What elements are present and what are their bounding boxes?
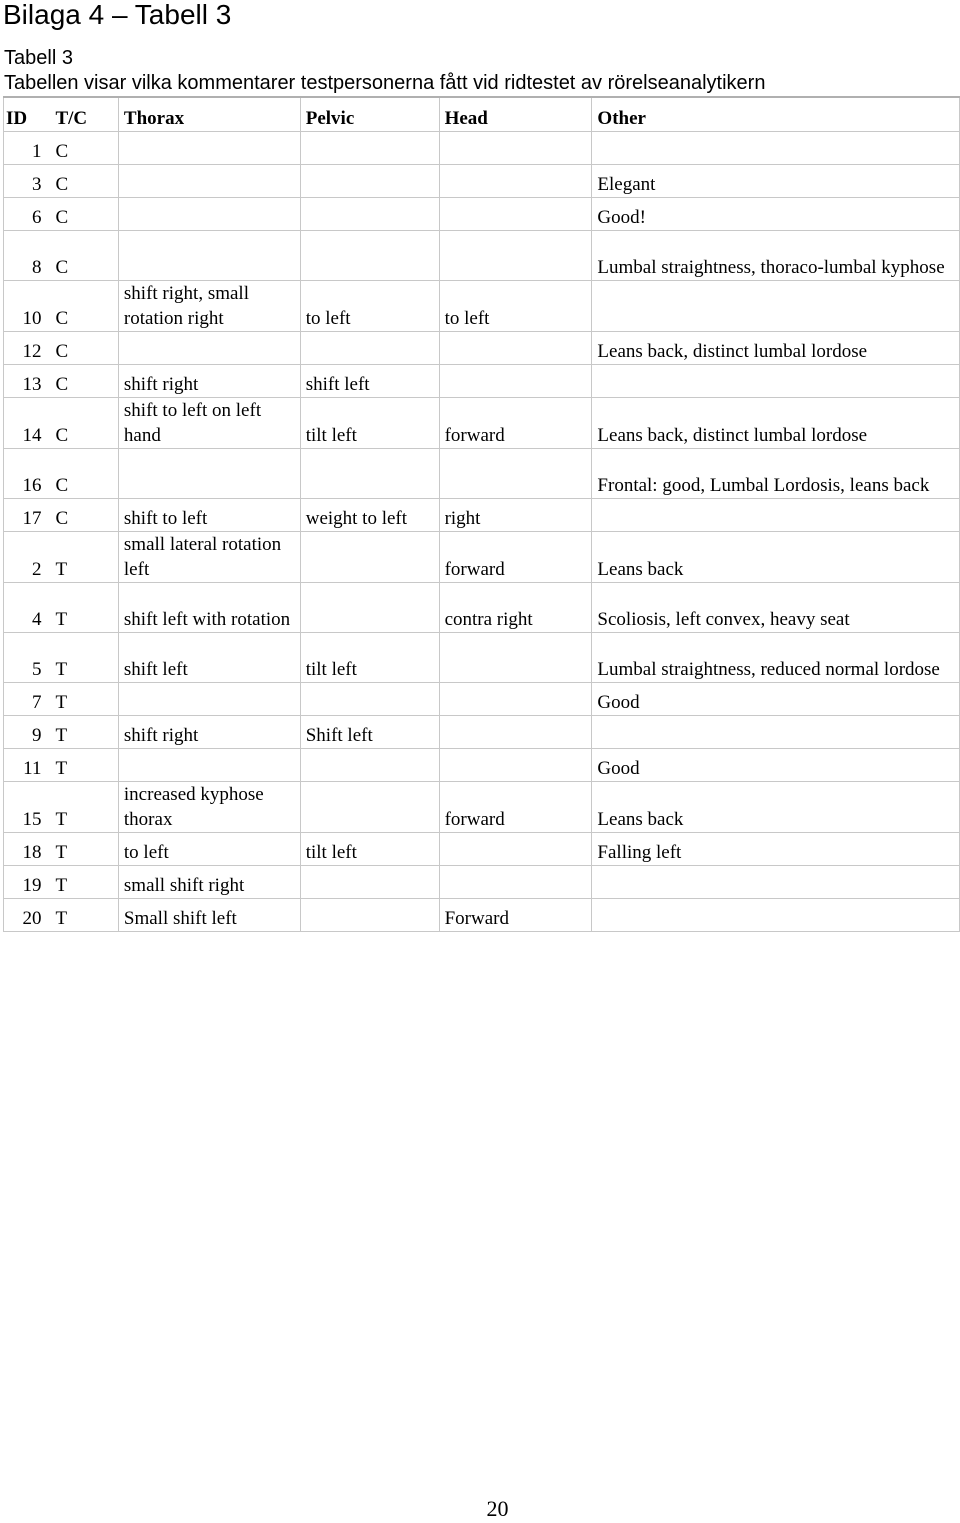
cell-other xyxy=(592,132,960,165)
cell-id: 10 xyxy=(4,281,46,332)
table-row xyxy=(4,716,960,749)
cell-thorax xyxy=(118,198,300,231)
cell-thorax: small lateral rotation left xyxy=(118,532,300,583)
cell-id: 6 xyxy=(4,198,46,231)
cell-other xyxy=(592,281,960,332)
cell-pelvic xyxy=(300,749,439,782)
table-row xyxy=(4,866,960,899)
cell-tc: C xyxy=(45,449,118,499)
header-pelvic: Pelvic xyxy=(300,97,439,132)
cell-pelvic xyxy=(300,782,439,833)
cell-other xyxy=(592,716,960,749)
cell-pelvic xyxy=(300,332,439,365)
cell-head xyxy=(439,165,592,198)
table-row xyxy=(4,532,960,583)
cell-pelvic xyxy=(300,583,439,633)
cell-other: Scoliosis, left convex, heavy seat xyxy=(592,583,960,633)
cell-id: 5 xyxy=(4,633,46,683)
cell-other: Frontal: good, Lumbal Lordosis, leans back xyxy=(592,449,960,499)
cell-head: Forward xyxy=(439,899,592,932)
cell-head: to left xyxy=(439,281,592,332)
cell-pelvic: to left xyxy=(300,281,439,332)
cell-id: 8 xyxy=(4,231,46,281)
cell-tc: T xyxy=(45,683,118,716)
cell-thorax: Small shift left xyxy=(118,899,300,932)
cell-tc: T xyxy=(45,583,118,633)
cell-other: Good xyxy=(592,749,960,782)
table-row xyxy=(4,583,960,633)
cell-head: contra right xyxy=(439,583,592,633)
cell-thorax xyxy=(118,231,300,281)
cell-thorax: shift to left xyxy=(118,499,300,532)
cell-other: Good xyxy=(592,683,960,716)
cell-id: 11 xyxy=(4,749,46,782)
table-label: Tabell 3 xyxy=(4,47,73,69)
cell-tc: T xyxy=(45,716,118,749)
cell-other: Falling left xyxy=(592,833,960,866)
table-caption: Tabellen visar vilka kommentarer testpersonerna fått vid ridtestet av rörelseanalytikern xyxy=(4,72,766,94)
page-number: 20 xyxy=(486,1496,509,1521)
cell-tc: C xyxy=(45,398,118,449)
comments-table xyxy=(3,96,960,932)
cell-thorax: to left xyxy=(118,833,300,866)
cell-other: Lumbal straightness, thoraco-lumbal kyphose xyxy=(592,231,960,281)
cell-thorax: increased kyphose thorax xyxy=(118,782,300,833)
cell-id: 2 xyxy=(4,532,46,583)
cell-head: forward xyxy=(439,782,592,833)
cell-pelvic: tilt left xyxy=(300,833,439,866)
table-row xyxy=(4,633,960,683)
cell-thorax xyxy=(118,449,300,499)
cell-head xyxy=(439,198,592,231)
table-row xyxy=(4,449,960,499)
cell-head xyxy=(439,365,592,398)
cell-other: Good! xyxy=(592,198,960,231)
cell-id: 4 xyxy=(4,583,46,633)
table-row xyxy=(4,332,960,365)
cell-tc: T xyxy=(45,866,118,899)
cell-other: Lumbal straightness, reduced normal lordose xyxy=(592,633,960,683)
cell-other: Elegant xyxy=(592,165,960,198)
cell-pelvic: shift left xyxy=(300,365,439,398)
cell-pelvic: tilt left xyxy=(300,633,439,683)
cell-head xyxy=(439,749,592,782)
cell-tc: C xyxy=(45,499,118,532)
table-row xyxy=(4,499,960,532)
cell-thorax: shift right xyxy=(118,716,300,749)
cell-id: 3 xyxy=(4,165,46,198)
header-id: ID xyxy=(4,97,46,132)
cell-pelvic: tilt left xyxy=(300,398,439,449)
cell-id: 7 xyxy=(4,683,46,716)
cell-id: 15 xyxy=(4,782,46,833)
table-row xyxy=(4,683,960,716)
cell-other: Leans back xyxy=(592,532,960,583)
table-row xyxy=(4,899,960,932)
cell-pelvic: Shift left xyxy=(300,716,439,749)
cell-tc: T xyxy=(45,833,118,866)
cell-tc: T xyxy=(45,532,118,583)
cell-pelvic xyxy=(300,165,439,198)
cell-head xyxy=(439,683,592,716)
cell-head xyxy=(439,866,592,899)
cell-thorax: shift to left on left hand xyxy=(118,398,300,449)
cell-id: 1 xyxy=(4,132,46,165)
cell-tc: C xyxy=(45,198,118,231)
cell-other xyxy=(592,866,960,899)
cell-head xyxy=(439,716,592,749)
header-other: Other xyxy=(592,97,960,132)
cell-head: forward xyxy=(439,532,592,583)
cell-head: right xyxy=(439,499,592,532)
cell-tc: T xyxy=(45,782,118,833)
cell-pelvic xyxy=(300,449,439,499)
cell-id: 16 xyxy=(4,449,46,499)
cell-other xyxy=(592,499,960,532)
cell-head xyxy=(439,132,592,165)
cell-thorax xyxy=(118,683,300,716)
cell-head xyxy=(439,449,592,499)
cell-id: 14 xyxy=(4,398,46,449)
cell-pelvic: weight to left xyxy=(300,499,439,532)
cell-pelvic xyxy=(300,866,439,899)
cell-thorax xyxy=(118,165,300,198)
cell-pelvic xyxy=(300,683,439,716)
cell-tc: T xyxy=(45,633,118,683)
cell-tc: T xyxy=(45,899,118,932)
cell-tc: C xyxy=(45,231,118,281)
cell-head xyxy=(439,833,592,866)
header-tc: T/C xyxy=(45,97,118,132)
cell-id: 18 xyxy=(4,833,46,866)
cell-thorax: shift right, small rotation right xyxy=(118,281,300,332)
cell-head xyxy=(439,332,592,365)
cell-other: Leans back, distinct lumbal lordose xyxy=(592,398,960,449)
cell-other xyxy=(592,899,960,932)
cell-thorax: shift right xyxy=(118,365,300,398)
cell-other: Leans back, distinct lumbal lordose xyxy=(592,332,960,365)
cell-id: 20 xyxy=(4,899,46,932)
table-row xyxy=(4,749,960,782)
table-row xyxy=(4,398,960,449)
cell-id: 9 xyxy=(4,716,46,749)
cell-thorax: small shift right xyxy=(118,866,300,899)
cell-thorax xyxy=(118,132,300,165)
cell-thorax xyxy=(118,749,300,782)
table-header-row xyxy=(4,97,960,132)
cell-pelvic xyxy=(300,231,439,281)
table-row xyxy=(4,132,960,165)
cell-pelvic xyxy=(300,132,439,165)
table-row xyxy=(4,198,960,231)
cell-other xyxy=(592,365,960,398)
header-thorax: Thorax xyxy=(118,97,300,132)
table-row xyxy=(4,782,960,833)
table-row xyxy=(4,231,960,281)
cell-thorax: shift left with rotation xyxy=(118,583,300,633)
table-row xyxy=(4,281,960,332)
cell-pelvic xyxy=(300,532,439,583)
cell-tc: C xyxy=(45,165,118,198)
cell-id: 12 xyxy=(4,332,46,365)
cell-head xyxy=(439,633,592,683)
cell-thorax: shift left xyxy=(118,633,300,683)
cell-tc: T xyxy=(45,749,118,782)
table-row xyxy=(4,365,960,398)
header-head: Head xyxy=(439,97,592,132)
cell-id: 19 xyxy=(4,866,46,899)
cell-tc: C xyxy=(45,132,118,165)
table-row xyxy=(4,165,960,198)
cell-tc: C xyxy=(45,281,118,332)
cell-id: 17 xyxy=(4,499,46,532)
cell-tc: C xyxy=(45,332,118,365)
table-row xyxy=(4,833,960,866)
cell-pelvic xyxy=(300,899,439,932)
cell-pelvic xyxy=(300,198,439,231)
cell-thorax xyxy=(118,332,300,365)
cell-id: 13 xyxy=(4,365,46,398)
cell-other: Leans back xyxy=(592,782,960,833)
cell-head xyxy=(439,231,592,281)
cell-tc: C xyxy=(45,365,118,398)
page-heading: Bilaga 4 – Tabell 3 xyxy=(3,0,232,30)
cell-head: forward xyxy=(439,398,592,449)
